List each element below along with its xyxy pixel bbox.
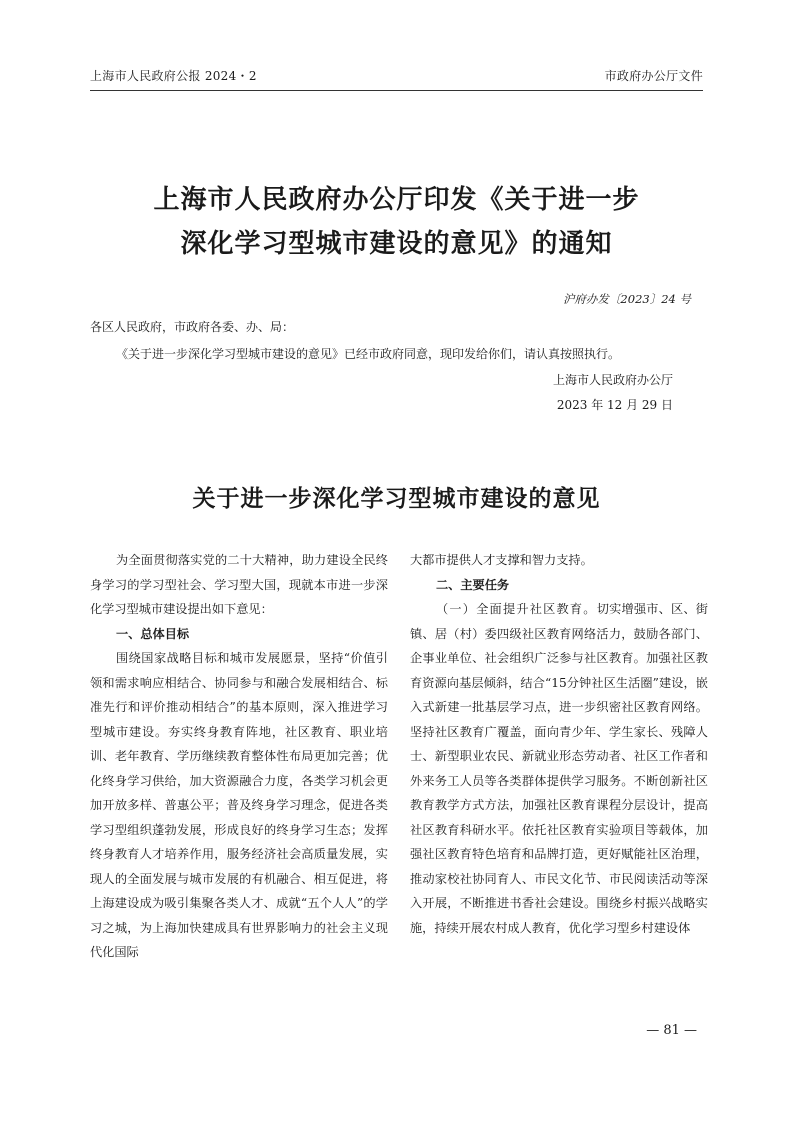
task1-paragraph — [410, 597, 708, 940]
task1-text: 切实增强市、区、街镇、居（村）委四级社区教育网络活力，鼓励各部门、企事业单位、社会组织广泛参与社区教育。加强社区教育资源向基层倾斜，结合“15分钟社区生活圈”建设，嵌入式新建一批基层学习点，进一步织密社区教育网络。坚持社区教育广覆盖，面向青少年、学生家长、残障人士、新型职业农民、新就业形态劳动者、社区工作者和外来务工人员等各类群体提供学习服务。不断创新社区教育教学方式方法，加强社区教育课程分层设计，提高社区教育科研水平。依托社区教育实验项目等载体，加强社区教育特色培育和品牌打造，更好赋能社区治理，推动家校社协同育人、市民文化节、市民阅读活动等深入开展，不断推进书香社会建设。围绕乡村振兴战略实施，持续开展农村成人教育，优化学习型乡村建设体 — [410, 602, 708, 935]
opinion-title: 关于进一步深化学习型城市建设的意见 — [192, 485, 601, 512]
recipients: 各区人民政府，市政府各委、办、局： — [90, 320, 295, 334]
notice-body: 《关于进一步深化学习型城市建设的意见》已经市政府同意，现印发给你们，请认真按照执行。 — [116, 347, 621, 361]
notice-title-line2: 深化学习型城市建设的意见》的通知 — [180, 229, 613, 259]
notice-title — [90, 178, 703, 266]
notice-title-line1: 上海市人民政府办公厅印发《关于进一步 — [153, 185, 640, 215]
page-number: — 81 — — [646, 1023, 697, 1038]
intro-paragraph: 为全面贯彻落实党的二十大精神，助力建设全民终身学习的学习型社会、学习型大国，现就本市进一步深化学习型城市建设提出如下意见： — [90, 553, 388, 616]
sign-date: 2023 年 12 月 29 日 — [556, 398, 673, 412]
running-header-right: 市政府办公厅文件 — [604, 69, 703, 83]
running-header-left: 上海市人民政府公报 2024・2 — [90, 69, 257, 83]
left-column — [90, 548, 388, 965]
task1-heading: （一）全面提升社区教育。 — [436, 602, 597, 616]
section1-heading: 一、总体目标 — [116, 626, 190, 641]
right-column — [410, 548, 708, 940]
section2-heading: 二、主要任务 — [436, 577, 510, 592]
header-rule — [90, 90, 703, 91]
signer: 上海市人民政府办公厅 — [552, 373, 673, 387]
section1-paragraph: 围绕国家战略目标和城市发展愿景，坚持“价值引领和需求响应相结合、协同参与和融合发展相结合、标准先行和评价推动相结合”的基本原则，深入推进学习型城市建设。夯实终身教育阵地，社区教育、职业培训、老年教育、学历继续教育整体性布局更加完善；优化终身学习供给，加大资源融合力度，各类学习机会更加开放多样、普惠公平；普及终身学习理念，促进各类学习型组织蓬勃发展，形成良好的终身学习生态；发挥终身教育人才培养作用，服务经济社会高质量发展，实现人的全面发展与城市发展的有机融合、相互促进，将上海建设成为吸引集聚各类人才、成就“五个人人”的学习之城，为上海加快建成具有世界影响力的社会主义现代化国际 — [90, 651, 388, 959]
section1-continuation: 大都市提供人才支撑和智力支持。 — [410, 553, 593, 567]
document-number: 沪府办发〔2023〕24 号 — [562, 292, 691, 306]
